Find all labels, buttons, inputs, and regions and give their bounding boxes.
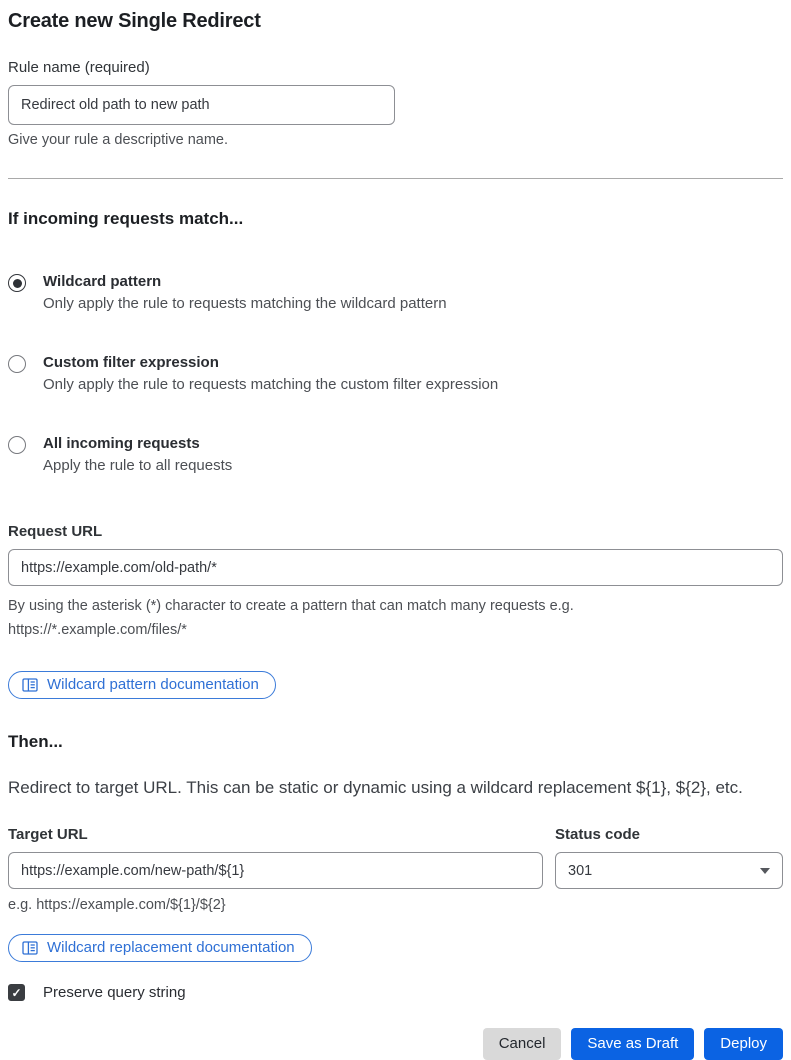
radio-option-wildcard-pattern [8,273,783,312]
rule-name-label: Rule name (required) [8,59,150,76]
radio-button[interactable] [8,355,26,373]
chevron-down-icon [760,868,770,874]
radio-option-label[interactable]: All incoming requests [43,435,200,452]
radio-option-label[interactable]: Custom filter expression [43,354,219,371]
open-book-icon [22,941,38,955]
target-url-helper: e.g. https://example.com/${1}/${2} [8,897,226,913]
then-section-description: Redirect to target URL. This can be static or dynamic using a wildcard replacement ${1}, ${2}, etc. [8,778,743,797]
radio-option-description: Only apply the rule to requests matching the custom filter expression [43,376,499,393]
wildcard-pattern-documentation-button[interactable] [8,671,276,699]
footer-actions [8,1028,783,1060]
then-section-heading: Then... [8,732,63,751]
request-url-helper: By using the asterisk (*) character to create a pattern that can match many requests e.g. https://*.example.com/files/* [8,598,574,638]
radio-button[interactable] [8,274,26,292]
preserve-query-string-row [8,984,783,1001]
doc-button-label: Wildcard replacement documentation [47,939,295,956]
open-book-icon [22,678,38,692]
status-code-value: 301 [568,862,593,879]
match-section-heading: If incoming requests match... [8,209,244,228]
radio-option-description: Only apply the rule to requests matching the wildcard pattern [43,295,447,312]
radio-option-all-requests [8,435,783,474]
radio-option-custom-filter [8,354,783,393]
preserve-query-string-checkbox[interactable] [8,984,25,1001]
rule-name-input[interactable] [8,85,395,125]
page-title: Create new Single Redirect [8,10,261,32]
target-row [8,826,783,913]
doc-button-label: Wildcard pattern documentation [47,676,259,693]
target-url-input[interactable] [8,852,543,889]
save-as-draft-button[interactable]: Save as Draft [571,1028,694,1060]
deploy-button[interactable]: Deploy [704,1028,783,1060]
radio-option-description: Apply the rule to all requests [43,457,233,474]
wildcard-replacement-documentation-button[interactable] [8,934,312,962]
radio-button[interactable] [8,436,26,454]
status-code-select[interactable] [555,852,783,889]
request-url-label: Request URL [8,523,103,540]
status-code-label: Status code [555,826,641,843]
target-url-label: Target URL [8,826,88,843]
request-url-input[interactable] [8,549,783,586]
rule-name-helper: Give your rule a descriptive name. [8,132,229,148]
divider [8,178,783,179]
preserve-query-string-label[interactable]: Preserve query string [43,984,186,1001]
cancel-button[interactable]: Cancel [483,1028,562,1060]
radio-option-label[interactable]: Wildcard pattern [43,273,162,290]
